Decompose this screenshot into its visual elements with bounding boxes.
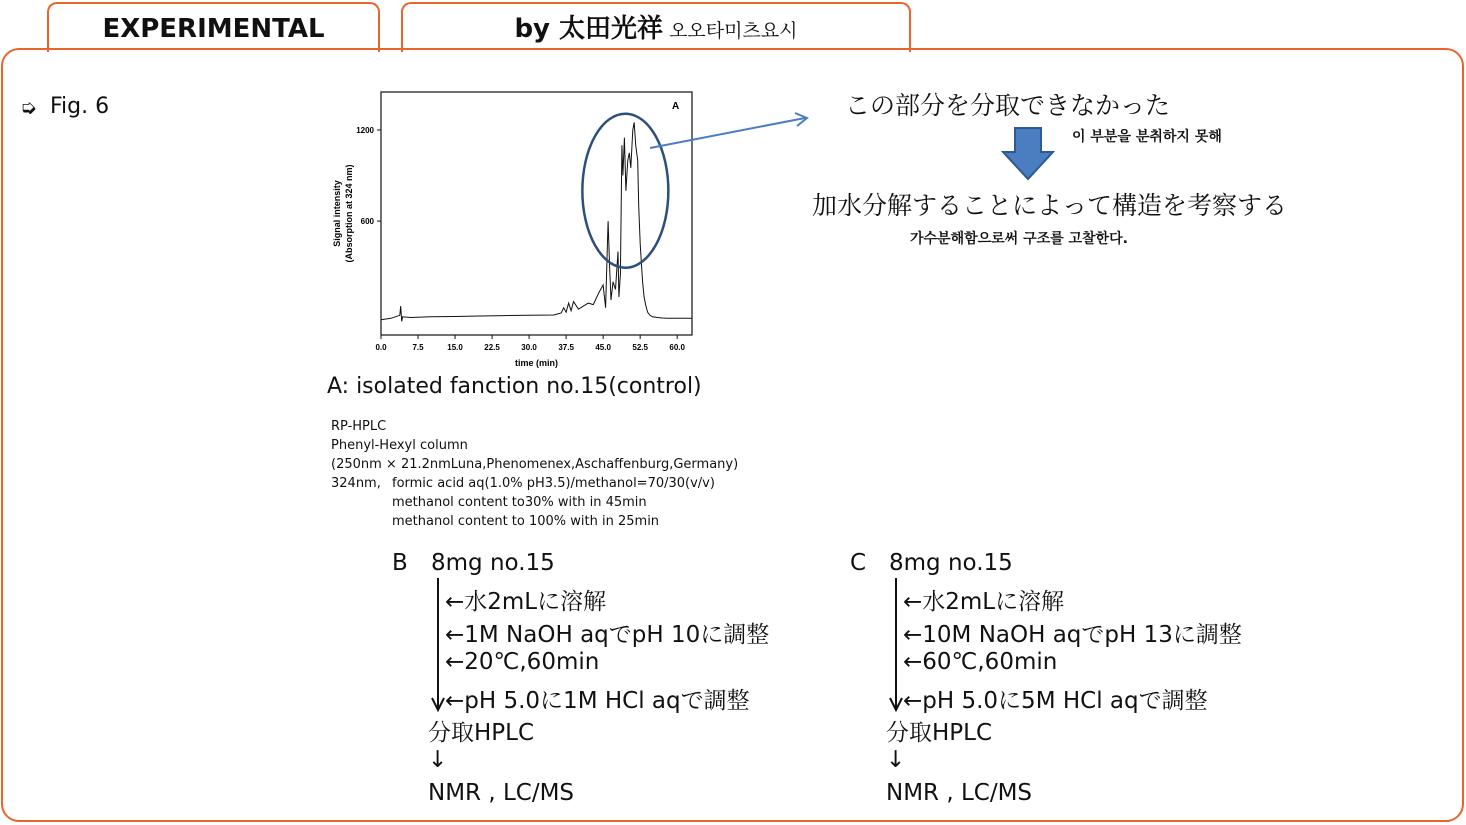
x-tick-label: 37.5 [558,343,574,352]
y-tick-label: 600 [360,217,374,227]
x-tick-label: 30.0 [521,343,537,352]
procedure-c-start: 8mg no.15 [889,550,1013,576]
procedure-b-down-arrow-icon [430,578,446,714]
method-line-6: methanol content to 100% with in 25min [392,514,660,529]
x-tick-label: 60.0 [669,343,685,352]
procedure-b-arrow: ↓ [428,747,448,773]
procedure-c-step-6: NMR , LC/MS [886,780,1033,806]
tab-author[interactable] [401,2,911,52]
procedure-c-step-1: ←水2mLに溶解 [903,589,1065,615]
note-jp-2: 加水分解することによって構造を考察する [812,191,1288,220]
tab-experimental-label: EXPERIMENTAL [102,14,325,44]
y-axis-label-1: Signal intensity [332,180,342,247]
tab-experimental[interactable] [47,2,380,52]
tab-author-label: by 太田光祥 [514,14,664,44]
procedure-c-down-arrow-icon [888,578,904,714]
procedure-c-step-4: ←pH 5.0に5M HCl aqで調整 [903,688,1208,714]
connector-arrow [645,108,815,153]
y-tick-label: 1200 [356,125,374,135]
procedure-c [848,550,1268,810]
procedure-c-step-5: 分取HPLC [886,720,993,746]
procedure-c-arrow: ↓ [886,747,906,773]
x-tick-label: 0.0 [375,343,387,352]
procedure-c-step-2: ←10M NaOH aqでpH 13に調整 [903,622,1242,648]
x-tick-label: 15.0 [447,343,463,352]
x-tick-label: 7.5 [412,343,424,352]
method-line-1: RP-HPLC [331,419,387,434]
figure-label: Fig. 6 [50,94,110,119]
procedure-c-label: C [850,550,867,576]
x-tick-label: 45.0 [595,343,611,352]
down-arrow-icon [1001,126,1055,182]
note-ko-2: 가수분해함으로써 구조를 고찰한다. [910,231,1128,247]
method-line-2: Phenyl-Hexyl column [331,438,468,453]
y-axis-label-2: (Absorption at 324 nm) [344,164,354,263]
procedure-b-label: B [392,550,408,576]
x-tick-label: 52.5 [632,343,648,352]
panel-label: A [672,101,680,112]
procedure-b-step-1: ←水2mLに溶解 [445,589,607,615]
method-text [331,417,738,531]
procedure-b-step-4: ←pH 5.0に1M HCl aqで調整 [445,688,750,714]
procedure-b-step-3: ←20℃,60min [445,649,600,675]
bullet-icon: ➭ [20,95,37,119]
procedure-b-start: 8mg no.15 [431,550,555,576]
method-mobile-phase: formic acid aq(1.0% pH3.5)/methanol=70/30(v/v) [392,476,715,491]
method-wavelength: 324nm, [331,476,381,491]
caption-a: A: isolated fanction no.15(control) [327,374,702,399]
note-ko-1: 이 부분을 분취하지 못해 [1072,129,1222,145]
x-tick-label: 22.5 [484,343,500,352]
method-line-3: (250nm × 21.2nmLuna,Phenomenex,Aschaffenburg,Germany) [331,457,739,472]
procedure-b-step-5: 分取HPLC [428,720,535,746]
method-line-4 [331,474,738,493]
note-jp-1: この部分を分取できなかった [845,91,1171,120]
procedure-b [390,550,810,810]
x-axis-label: time (min) [514,358,559,368]
procedure-b-step-6: NMR , LC/MS [428,780,575,806]
procedure-c-step-3: ←60℃,60min [903,649,1058,675]
tab-author-kana: 오오타미츠요시 [669,20,798,42]
procedure-b-step-2: ←1M NaOH aqでpH 10に調整 [445,622,770,648]
method-line-5: methanol content to30% with in 45min [392,495,647,510]
